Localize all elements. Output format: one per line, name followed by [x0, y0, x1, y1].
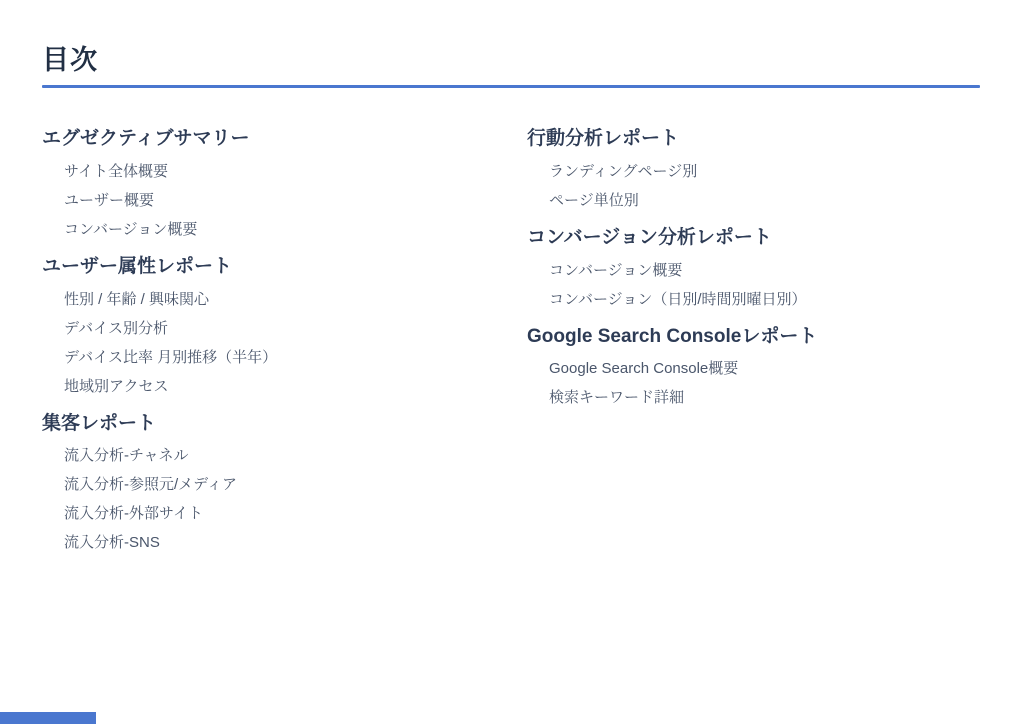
toc-columns [42, 128, 984, 569]
toc-item[interactable]: デバイス別分析 [64, 319, 168, 337]
toc-section [527, 326, 984, 406]
toc-item[interactable]: ランディングページ別 [549, 162, 698, 180]
toc-item-list [42, 164, 527, 237]
footer-accent-bar [0, 712, 96, 724]
toc-section-heading: ユーザー属性レポート [42, 255, 233, 277]
toc-item-list [42, 292, 527, 394]
toc-item[interactable]: 検索キーワード詳細 [549, 389, 685, 407]
toc-item[interactable]: 流入分析-チャネル [64, 447, 189, 465]
page-title: 目次 [42, 45, 98, 75]
title-underline [42, 85, 980, 88]
toc-item[interactable]: ページ単位別 [549, 191, 639, 209]
toc-item[interactable]: 流入分析-SNS [64, 534, 160, 552]
toc-section [527, 227, 984, 307]
toc-item[interactable]: デバイス比率 月別推移（半年） [64, 348, 278, 366]
toc-item[interactable]: 流入分析-外部サイト [64, 505, 203, 523]
toc-item[interactable]: Google Search Console概要 [549, 360, 739, 378]
toc-column-left [42, 128, 527, 569]
toc-column-right [527, 128, 984, 424]
toc-section-heading: コンバージョン分析レポート [527, 226, 772, 248]
toc-item[interactable]: ユーザー概要 [64, 191, 155, 209]
toc-item[interactable]: 流入分析-参照元/メディア [64, 476, 237, 494]
toc-section [42, 256, 527, 394]
toc-item-list [42, 448, 527, 550]
toc-item[interactable]: コンバージョン概要 [549, 261, 683, 279]
toc-item[interactable]: 地域別アクセス [64, 377, 169, 395]
toc-item-list [527, 263, 984, 307]
toc-item-list [527, 164, 984, 208]
toc-section [527, 128, 984, 208]
toc-section-heading: 行動分析レポート [527, 128, 680, 149]
toc-section-heading: エグゼクティブサマリー [42, 128, 250, 149]
toc-section [42, 128, 527, 237]
toc-item[interactable]: サイト全体概要 [64, 162, 168, 180]
toc-section [42, 413, 527, 551]
page-header [42, 46, 980, 88]
toc-section-heading: 集客レポート [42, 412, 157, 434]
toc-section-heading: Google Search Consoleレポート [527, 325, 818, 347]
toc-item[interactable]: コンバージョン概要 [64, 220, 198, 238]
toc-item-list [527, 361, 984, 405]
toc-item[interactable]: コンバージョン（日別/時間別曜日別） [549, 290, 807, 308]
toc-item[interactable]: 性別 / 年齢 / 興味関心 [64, 290, 210, 308]
